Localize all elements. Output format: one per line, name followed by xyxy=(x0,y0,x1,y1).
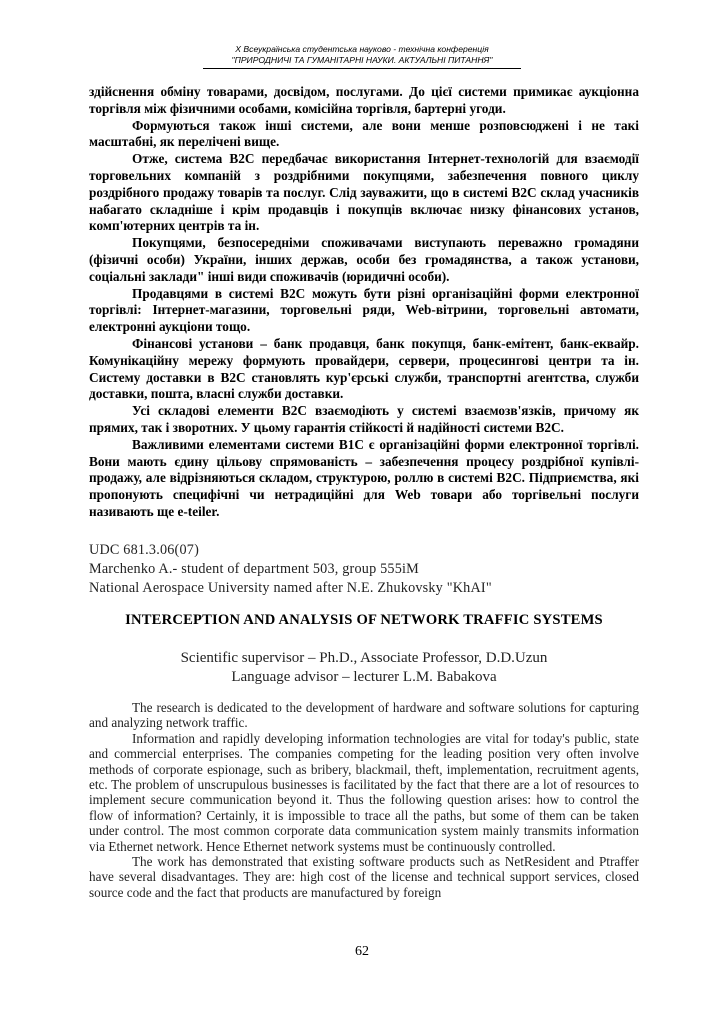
paragraph: The research is dedicated to the development of hardware and software solutions for capturing and analyzing network traffic. xyxy=(89,700,639,731)
paragraph: Продавцями в системі B2C можуть бути різні організаційні форми електронної торгівлі: Інтернет-магазини, торговельні ряди, Web-вітрини, торговельні автомати, електронні аукціони тощо. xyxy=(89,285,639,335)
page-number: 62 xyxy=(355,944,369,959)
paragraph: здійснення обміну товарами, досвідом, послугами. До цієї системи примикає аукціонна торгівля між фізичними особами, комісійна торгівля, бартерні угоди. xyxy=(89,84,639,116)
conference-header xyxy=(0,44,724,69)
paragraph: Information and rapidly developing information technologies are vital for today's public, state and commercial enterprises. The companies competing for the leading position very often involve methods of corporate espionage, such as bribery, blackmail, theft, implementation, recruitment agents, etc. The problem of unscrupulous businesses is facilitated by the fact that there are a lot of resources to implement secure communication beyond it. Thus the following question arises: how to control the flow of information? Certainly, it is impossible to trace all the paths, but some of them can be taken under control. The most common corporate data communication system mainly transmits information via Ethernet network. Hence Ethernet network systems must be continuously controlled. xyxy=(89,730,639,854)
article-meta xyxy=(89,541,639,598)
paragraph: Формуються також інші системи, але вони менше розповсюджені і не такі масштабні, як перелічені вище. xyxy=(89,117,639,150)
paragraph: Фінансові установи – банк продавця, банк покупця, банк-емітент, банк-еквайр. Комунікаційну мережу формують провайдери, сервери, процесингові центри та ін. Систему доставки в B2C становлять кур'єрські служби, транспортні агентства, служби доставки, пошта, власні служби доставки. xyxy=(89,335,639,402)
supervisor-line: Scientific supervisor – Ph.D., Associate Professor, D.D.Uzun xyxy=(180,650,548,666)
conference-theme: "ПРИРОДНИЧІ ТА ГУМАНІТАРНІ НАУКИ. АКТУАЛЬНІ ПИТАННЯ" xyxy=(231,55,493,65)
paragraph: Усі складові елементи B2C взаємодіють у системі взаємозв'язків, причому як прямих, так і зворотних. У цьому гарантія стійкості й надійності системи B2C. xyxy=(89,403,639,435)
paragraph: The work has demonstrated that existing software products such as NetResident and Ptraffer have several disadvantages. They are: high cost of the license and technical support services, closed source code and the fact that products are manufactured by foreign xyxy=(89,854,639,900)
advisors-block xyxy=(89,649,639,687)
paragraph: Покупцями, безпосередніми споживачами виступають переважно громадяни (фізичні особи) України, інших держав, особи без громадянства, а також установи, соціальні заклади" інші види споживачів (юридичні особи). xyxy=(89,235,639,284)
ukrainian-body xyxy=(89,84,639,521)
language-advisor-line: Language advisor – lecturer L.M. Babakova xyxy=(231,669,497,685)
paragraph: Важливими елементами системи B1C є організаційні форми електронної торгівлі. Вони мають єдину цільову спрямованість – забезпечення процесу роздрібної купівлі-продажу, але відрізняються складом, структурою, роллю в системі B2C. Підприємства, які пропонують специфічні чи нетрадиційні для Web товари або торгівельні послуги називають ще e-teiler. xyxy=(89,436,639,519)
conference-title: X Всеукраїнська студентська науково - технічна конференція xyxy=(235,44,489,54)
article-title: INTERCEPTION AND ANALYSIS OF NETWORK TRAFFIC SYSTEMS xyxy=(125,612,603,628)
author-line: Marchenko A.- student of department 503, group 555iM xyxy=(89,561,419,577)
paragraph: Отже, система B2C передбачає використання Інтернет-технологій для взаємодії торговельних компаній з роздрібними покупцями, забезпечення повного циклу роздрібного продажу товарів та послуг. Слід зауважити, що в системі B2C склад учасників набагато складніше і крім продавців і покупців включає низку фінансових установ, комп'ютерних центрів та ін. xyxy=(89,151,639,234)
english-body xyxy=(89,700,639,900)
header-rule xyxy=(203,68,521,69)
affiliation-line: National Aerospace University named after N.E. Zhukovsky "KhAI" xyxy=(89,580,492,596)
udc-code: UDC 681.3.06(07) xyxy=(89,542,199,558)
